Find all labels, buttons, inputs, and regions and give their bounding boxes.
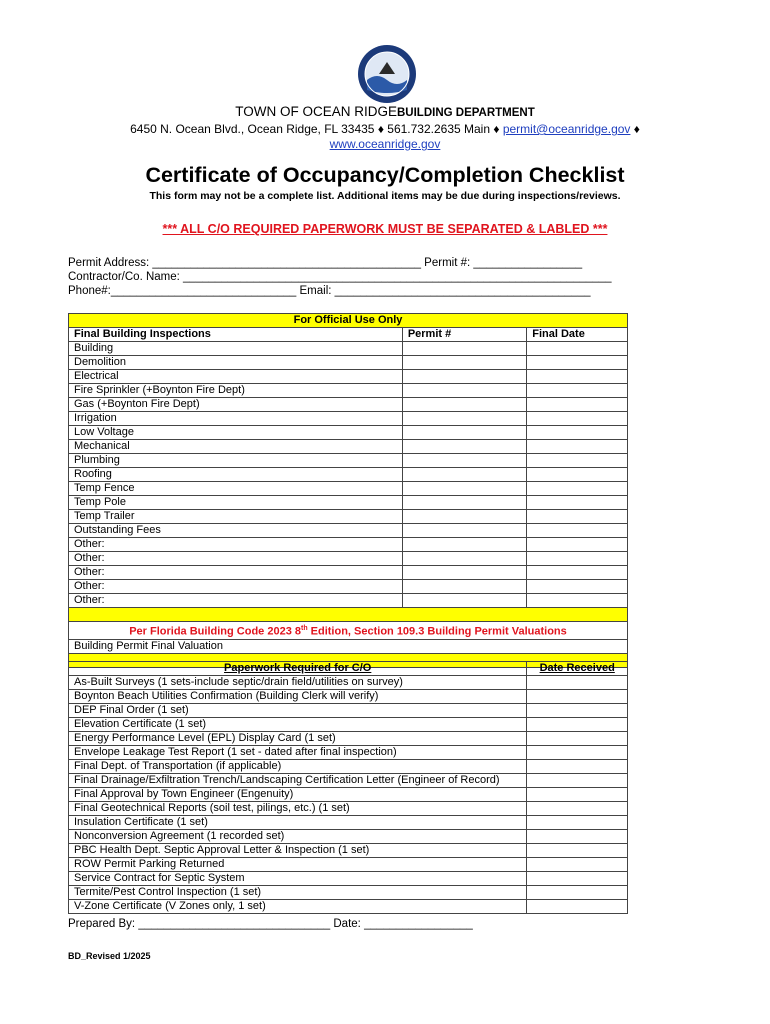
date-received-cell[interactable]	[527, 760, 628, 774]
inspection-row	[69, 524, 628, 538]
date-received-cell[interactable]	[527, 774, 628, 788]
permit-number-cell[interactable]	[402, 566, 526, 580]
date-received-cell[interactable]	[527, 830, 628, 844]
paperwork-label: Insulation Certificate (1 set)	[69, 816, 527, 830]
inspection-label: Gas (+Boynton Fire Dept)	[69, 398, 403, 412]
paperwork-heading: Paperwork Required for C/O	[69, 662, 527, 676]
inspection-row	[69, 398, 628, 412]
final-date-cell[interactable]	[527, 426, 628, 440]
date-received-cell[interactable]	[527, 858, 628, 872]
inspection-label: Other:	[69, 580, 403, 594]
date-received-cell[interactable]	[527, 732, 628, 746]
inspection-label: Outstanding Fees	[69, 524, 403, 538]
final-date-cell[interactable]	[527, 524, 628, 538]
official-use-heading: For Official Use Only	[69, 314, 628, 328]
paperwork-label: Service Contract for Septic System	[69, 872, 527, 886]
permit-number-cell[interactable]	[402, 594, 526, 608]
date-received-cell[interactable]	[527, 676, 628, 690]
date-received-cell[interactable]	[527, 816, 628, 830]
form-note: This form may not be a complete list. Additional items may be due during inspections/reviews.	[149, 190, 621, 202]
paperwork-label: Final Drainage/Exfiltration Trench/Landscaping Certification Letter (Engineer of Record)	[69, 774, 527, 788]
paperwork-row	[69, 788, 628, 802]
inspections-table	[68, 313, 628, 668]
date-received-cell[interactable]	[527, 802, 628, 816]
revision-label: BD_Revised 1/2025	[68, 951, 151, 961]
permit-number-cell[interactable]	[402, 426, 526, 440]
paperwork-row	[69, 858, 628, 872]
inspection-label: Mechanical	[69, 440, 403, 454]
paperwork-row	[69, 746, 628, 760]
paperwork-label: Energy Performance Level (EPL) Display Card (1 set)	[69, 732, 527, 746]
paperwork-row	[69, 760, 628, 774]
town-name-text: TOWN OF OCEAN RIDGE	[235, 104, 397, 119]
col-final-date: Final Date	[527, 328, 628, 342]
paperwork-row	[69, 732, 628, 746]
final-date-cell[interactable]	[527, 566, 628, 580]
col-final-inspections: Final Building Inspections	[69, 328, 403, 342]
inspection-label: Plumbing	[69, 454, 403, 468]
paperwork-row	[69, 900, 628, 914]
permit-number-cell[interactable]	[402, 440, 526, 454]
address-line	[0, 122, 770, 136]
permit-number-cell[interactable]	[402, 524, 526, 538]
code-reference	[69, 622, 628, 640]
inspection-row	[69, 552, 628, 566]
code-reference-text-b: Edition, Section 109.3 Building Permit Valuations	[307, 625, 567, 638]
final-date-cell[interactable]	[527, 496, 628, 510]
date-received-cell[interactable]	[527, 886, 628, 900]
final-date-cell[interactable]	[527, 370, 628, 384]
date-received-cell[interactable]	[527, 704, 628, 718]
valuation-row	[69, 639, 628, 653]
final-date-cell[interactable]	[527, 510, 628, 524]
final-date-cell[interactable]	[527, 538, 628, 552]
inspection-row	[69, 356, 628, 370]
inspection-label: Other:	[69, 594, 403, 608]
permit-number-cell[interactable]	[402, 482, 526, 496]
paperwork-warning: *** ALL C/O REQUIRED PAPERWORK MUST BE SEPARATED & LABLED ***	[162, 222, 608, 236]
paperwork-row	[69, 718, 628, 732]
paperwork-label: Envelope Leakage Test Report (1 set - dated after final inspection)	[69, 746, 527, 760]
permit-number-cell[interactable]	[402, 510, 526, 524]
inspection-row	[69, 580, 628, 594]
final-date-cell[interactable]	[527, 552, 628, 566]
final-date-cell[interactable]	[527, 594, 628, 608]
date-received-cell[interactable]	[527, 788, 628, 802]
final-date-cell[interactable]	[527, 580, 628, 594]
official-use-row	[69, 314, 628, 328]
inspection-label: Other:	[69, 552, 403, 566]
inspection-row	[69, 370, 628, 384]
paperwork-row	[69, 886, 628, 900]
final-date-cell[interactable]	[527, 412, 628, 426]
date-received-cell[interactable]	[527, 844, 628, 858]
final-date-cell[interactable]	[527, 384, 628, 398]
paperwork-row	[69, 844, 628, 858]
permit-number-cell[interactable]	[402, 412, 526, 426]
paperwork-label: Boynton Beach Utilities Confirmation (Building Clerk will verify)	[69, 690, 527, 704]
paperwork-label: ROW Permit Parking Returned	[69, 858, 527, 872]
paperwork-table	[68, 661, 628, 914]
inspection-row	[69, 510, 628, 524]
final-date-cell[interactable]	[527, 482, 628, 496]
code-reference-sup: th	[300, 625, 308, 632]
code-reference-text-a: Per Florida Building Code 2023 8	[129, 625, 301, 638]
email-suffix: ♦	[630, 122, 640, 136]
paperwork-row	[69, 830, 628, 844]
page-title: Certificate of Occupancy/Completion Checklist	[145, 163, 625, 187]
inspection-row	[69, 482, 628, 496]
date-received-cell[interactable]	[527, 746, 628, 760]
inspection-row	[69, 538, 628, 552]
paperwork-row	[69, 816, 628, 830]
paperwork-label: V-Zone Certificate (V Zones only, 1 set)	[69, 900, 527, 914]
town-seal-logo	[357, 44, 417, 104]
inspection-label: Other:	[69, 566, 403, 580]
inspection-row	[69, 496, 628, 510]
inspection-label: Temp Trailer	[69, 510, 403, 524]
address-text: 6450 N. Ocean Blvd., Ocean Ridge, FL 33435 ♦ 561.732.2635 Main ♦	[130, 122, 500, 136]
inspection-label: Temp Pole	[69, 496, 403, 510]
inspection-label: Irrigation	[69, 412, 403, 426]
paperwork-row	[69, 872, 628, 886]
code-reference-row	[69, 622, 628, 640]
highlight-spacer	[69, 608, 628, 622]
permit-number-cell[interactable]	[402, 342, 526, 356]
final-date-cell[interactable]	[527, 468, 628, 482]
town-name	[0, 104, 770, 119]
paperwork-label: As-Built Surveys (1 sets-include septic/drain field/utilities on survey)	[69, 676, 527, 690]
permit-number-cell[interactable]	[402, 384, 526, 398]
inspection-label: Low Voltage	[69, 426, 403, 440]
paperwork-label: PBC Health Dept. Septic Approval Letter & Inspection (1 set)	[69, 844, 527, 858]
paperwork-row	[69, 704, 628, 718]
department-name: BUILDING DEPARTMENT	[396, 107, 535, 119]
phone-email-field[interactable]: Phone#:_____________________________ Email: ________________________________________	[68, 285, 591, 297]
paperwork-row	[69, 676, 628, 690]
paperwork-label: Elevation Certificate (1 set)	[69, 718, 527, 732]
permit-number-cell[interactable]	[402, 468, 526, 482]
permit-number-cell[interactable]	[402, 454, 526, 468]
paperwork-label: Termite/Pest Control Inspection (1 set)	[69, 886, 527, 900]
inspection-label: Building	[69, 342, 403, 356]
website-line	[0, 137, 770, 151]
permit-number-cell[interactable]	[402, 538, 526, 552]
permit-number-cell[interactable]	[402, 370, 526, 384]
inspection-label: Demolition	[69, 356, 403, 370]
paperwork-label: Final Geotechnical Reports (soil test, pilings, etc.) (1 set)	[69, 802, 527, 816]
paperwork-label: Nonconversion Agreement (1 recorded set)	[69, 830, 527, 844]
paperwork-row	[69, 690, 628, 704]
final-date-cell[interactable]	[527, 398, 628, 412]
inspection-label: Electrical	[69, 370, 403, 384]
inspection-row	[69, 454, 628, 468]
final-date-cell[interactable]	[527, 440, 628, 454]
col-date-received: Date Received	[527, 662, 628, 676]
date-received-cell[interactable]	[527, 900, 628, 914]
highlight-spacer-row	[69, 608, 628, 622]
paperwork-label: Final Approval by Town Engineer (Engenuity)	[69, 788, 527, 802]
final-date-cell[interactable]	[527, 454, 628, 468]
permit-number-cell[interactable]	[402, 398, 526, 412]
col-permit-number: Permit #	[402, 328, 526, 342]
inspection-label: Temp Fence	[69, 482, 403, 496]
permit-number-cell[interactable]	[402, 580, 526, 594]
paperwork-row	[69, 774, 628, 788]
valuation-label[interactable]: Building Permit Final Valuation	[69, 639, 628, 653]
final-date-cell[interactable]	[527, 342, 628, 356]
final-date-cell[interactable]	[527, 356, 628, 370]
permit-number-cell[interactable]	[402, 356, 526, 370]
inspection-row	[69, 594, 628, 608]
permit-number-cell[interactable]	[402, 552, 526, 566]
inspection-row	[69, 412, 628, 426]
inspection-row	[69, 468, 628, 482]
inspection-row	[69, 384, 628, 398]
inspection-label: Other:	[69, 538, 403, 552]
inspections-header-row	[69, 328, 628, 342]
inspection-row	[69, 566, 628, 580]
website-link[interactable]: www.oceanridge.gov	[329, 137, 441, 151]
paperwork-label: DEP Final Order (1 set)	[69, 704, 527, 718]
permit-number-cell[interactable]	[402, 496, 526, 510]
prepared-by-field[interactable]: Prepared By: ______________________________ Date: _________________	[68, 918, 473, 930]
paperwork-header-row	[69, 662, 628, 676]
inspection-label: Roofing	[69, 468, 403, 482]
inspection-row	[69, 342, 628, 356]
paperwork-row	[69, 802, 628, 816]
inspection-label: Fire Sprinkler (+Boynton Fire Dept)	[69, 384, 403, 398]
permit-address-field[interactable]: Permit Address: __________________________________________ Permit #: _________________	[68, 257, 583, 269]
date-received-cell[interactable]	[527, 718, 628, 732]
contractor-field[interactable]: Contractor/Co. Name: ___________________________________________________________________	[68, 271, 612, 283]
date-received-cell[interactable]	[527, 872, 628, 886]
email-link[interactable]: permit@oceanridge.gov	[502, 122, 631, 136]
inspection-row	[69, 440, 628, 454]
paperwork-label: Final Dept. of Transportation (if applicable)	[69, 760, 527, 774]
date-received-cell[interactable]	[527, 690, 628, 704]
inspection-row	[69, 426, 628, 440]
